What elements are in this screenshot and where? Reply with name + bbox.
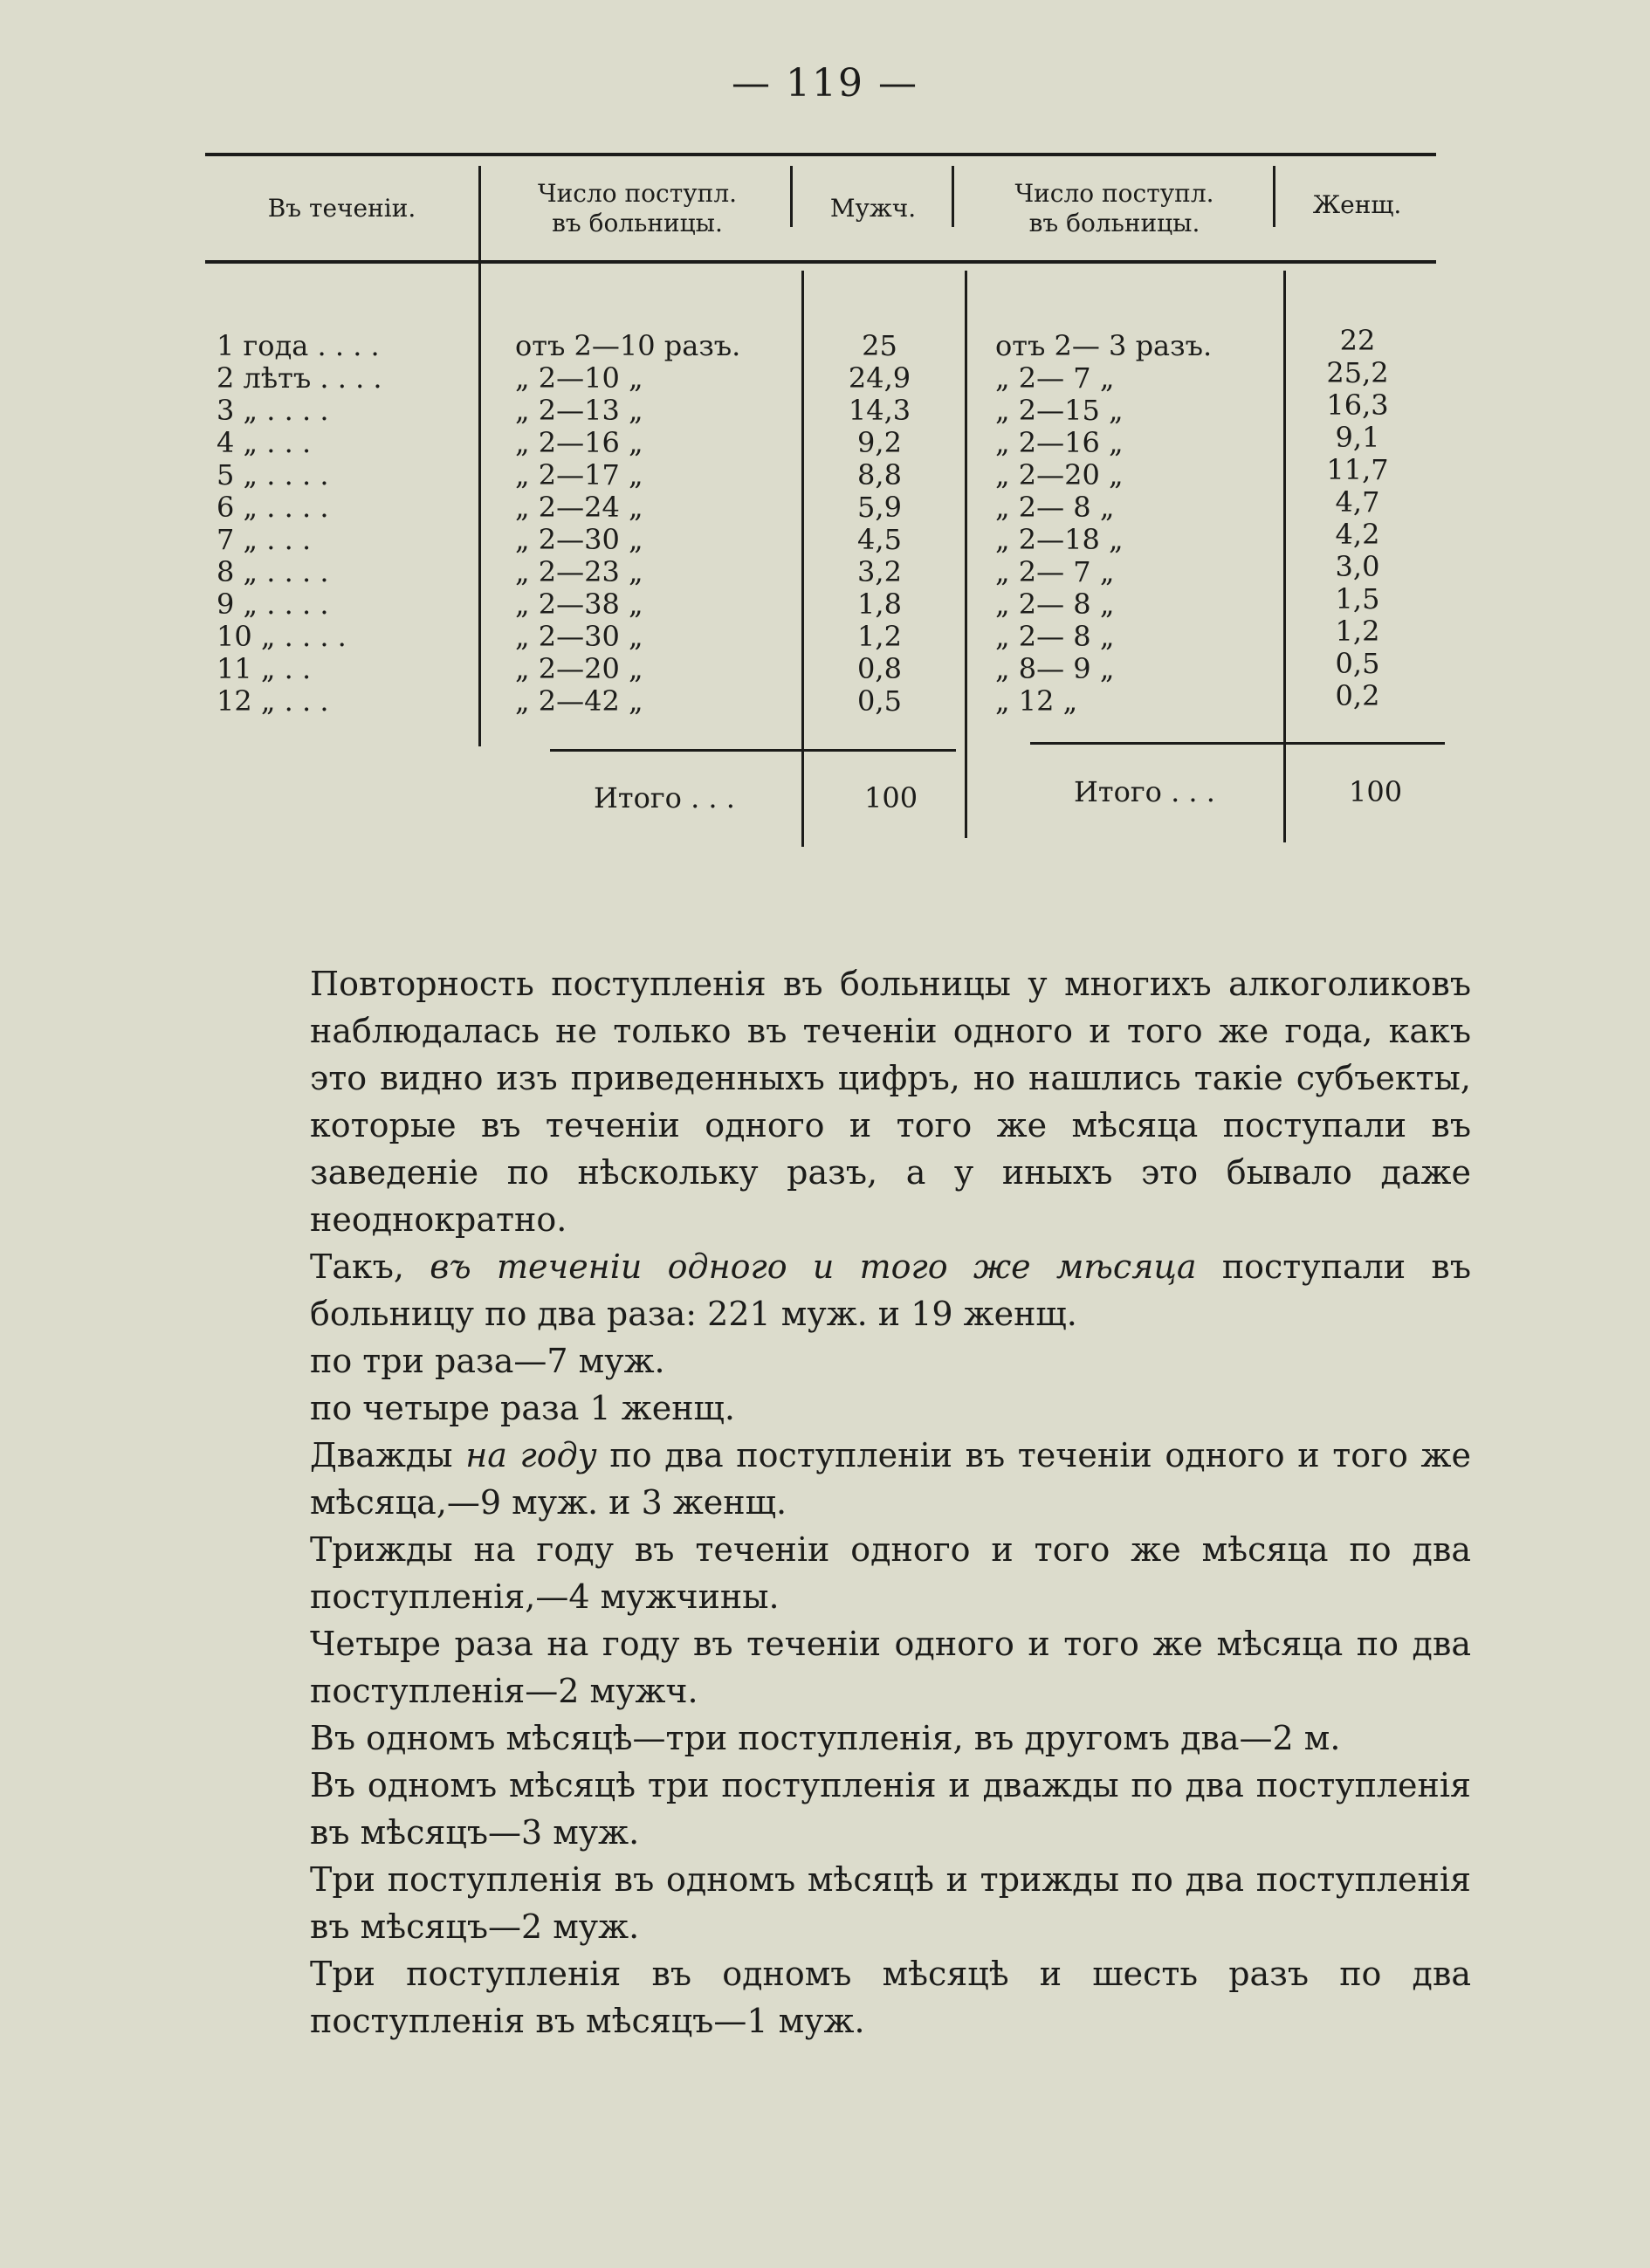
- table-row-women-range: „ 2—18 „: [995, 523, 1124, 556]
- table-row-period: 11 „ . .: [217, 652, 312, 685]
- paragraph-7: Четыре раза на году въ теченіи одного и того же мѣсяца по два поступленія—2 мужч.: [310, 1625, 1471, 1710]
- table-row-men-range: „ 2—30 „: [515, 620, 643, 653]
- table-row-period: 2 лѣтъ . . . .: [217, 361, 382, 395]
- table-row-men-range: „ 2—13 „: [515, 394, 643, 427]
- table-row-women-range: „ 2— 8 „: [995, 620, 1115, 653]
- column-divider-2b: [801, 271, 804, 847]
- table-row-women-range: „ 2—15 „: [995, 394, 1124, 427]
- header-women: Женщ.: [1312, 190, 1402, 219]
- table-row-women: 25,2: [1326, 356, 1389, 389]
- table-row-men: 1,8: [857, 588, 902, 621]
- paragraph-1: Повторность поступленія въ больницы у многихъ алкоголиковъ наблюдалась не только въ теченіи одного и того же года, какъ это видно изъ приведенныхъ цифръ, но нашлись такіе субъекты, которые въ теченіи одного и того же мѣсяца поступали въ заведеніе по нѣскольку разъ, а у иныхъ это бывало даже неоднократно.: [310, 965, 1471, 1239]
- table-row-women: 4,7: [1335, 485, 1380, 519]
- table-row-men: 4,5: [857, 523, 902, 556]
- table-row-women: 3,0: [1335, 550, 1380, 583]
- table-row-period: 6 „ . . . .: [217, 491, 329, 524]
- column-divider-3: [952, 166, 954, 227]
- column-divider-3b: [965, 271, 967, 838]
- paragraph-3: по три раза—7 муж.: [310, 1342, 665, 1380]
- table-row-women-range: „ 12 „: [995, 684, 1078, 718]
- table-row-men-range: „ 2—17 „: [515, 458, 643, 491]
- column-women-range: [995, 330, 1283, 718]
- table-row-period: 4 „ . . .: [217, 426, 312, 459]
- paragraph-2: [231, 1243, 1471, 1337]
- paragraph-2-start: Такъ,: [310, 1247, 430, 1286]
- column-divider-1: [478, 166, 481, 746]
- column-divider-4b: [1283, 271, 1286, 842]
- table-row-women: 0,2: [1335, 679, 1380, 712]
- table-row-period: 7 „ . . .: [217, 523, 312, 556]
- table-row-period: 1 года . . . .: [217, 329, 380, 362]
- paragraph-4: по четыре раза 1 женщ.: [310, 1389, 735, 1427]
- table-row-men-range: „ 2—38 „: [515, 588, 643, 621]
- column-period: [217, 330, 478, 718]
- table-row-period: 10 „ . . . .: [217, 620, 347, 653]
- table-row-women: 1,2: [1335, 615, 1380, 648]
- table-row-period: 5 „ . . . .: [217, 458, 329, 491]
- paragraph-5-emphasis: на году: [465, 1436, 597, 1474]
- header-men: Мужч.: [829, 194, 917, 223]
- paragraph-10: Три поступленія въ одномъ мѣсяцѣ и трижды по два поступленія въ мѣсяцъ—2 муж.: [310, 1860, 1471, 1946]
- body-text: [231, 960, 1471, 2045]
- table-row-period: 9 „ . . . .: [217, 588, 329, 621]
- table-row-men-range: отъ 2—10 разъ.: [515, 329, 741, 362]
- table-row-men: 25: [862, 329, 897, 362]
- total-label-men: Итого . . .: [594, 781, 735, 814]
- total-men: 100: [864, 781, 918, 814]
- table-row-period: 12 „ . . .: [217, 684, 329, 718]
- total-label-women: Итого . . .: [1074, 775, 1215, 808]
- table-row-women: 1,5: [1335, 582, 1380, 615]
- header-admissions-women-line1: Число поступл.: [1014, 179, 1214, 208]
- table-row-period: 8 „ . . . .: [217, 555, 329, 588]
- column-divider-2: [790, 166, 793, 227]
- table-row-women: 4,2: [1335, 518, 1380, 551]
- table-row-women: 16,3: [1326, 388, 1389, 422]
- table-header-rule: [205, 260, 1436, 264]
- total-women: 100: [1349, 775, 1403, 808]
- table-row-women: 0,5: [1335, 647, 1380, 680]
- table-row-women: 9,1: [1335, 421, 1380, 454]
- header-admissions-men: [485, 179, 790, 238]
- table-row-women-range: „ 2—16 „: [995, 426, 1124, 459]
- table-row-men-range: „ 2—23 „: [515, 555, 643, 588]
- paragraph-5: [231, 1432, 1471, 1526]
- table-row-women-range: „ 2— 8 „: [995, 491, 1115, 524]
- column-men: [808, 330, 952, 718]
- table-row-men: 9,2: [857, 426, 902, 459]
- table-row-men-range: „ 2—30 „: [515, 523, 643, 556]
- table-row-men-range: „ 2—24 „: [515, 491, 643, 524]
- table-row-men: 1,2: [857, 620, 902, 653]
- table-top-rule: [205, 153, 1436, 156]
- page-number: — 119 —: [732, 61, 918, 106]
- paragraph-5-end: по два поступленіи въ теченіи одного и того же мѣсяца,—9 муж. и 3 женщ.: [310, 1436, 1471, 1522]
- table-row-women-range: отъ 2— 3 разъ.: [995, 329, 1213, 362]
- header-admissions-women-line2: въ больницы.: [1028, 209, 1200, 237]
- column-men-range: [515, 330, 794, 718]
- table-row-men-range: „ 2—42 „: [515, 684, 643, 718]
- column-divider-4: [1273, 166, 1275, 227]
- table-row-period: 3 „ . . . .: [217, 394, 329, 427]
- men-total-rule: [550, 749, 956, 752]
- paragraph-6: Трижды на году въ теченіи одного и того же мѣсяца по два поступленія,—4 мужчины.: [310, 1530, 1471, 1616]
- table-row-men: 3,2: [857, 555, 902, 588]
- paragraph-2-emphasis: въ теченіи одного и того же мѣсяца: [430, 1247, 1197, 1286]
- table-row-men: 8,8: [857, 458, 902, 491]
- paragraph-11: Три поступленія въ одномъ мѣсяцѣ и шесть разъ по два поступленія въ мѣсяцъ—1 муж.: [310, 1955, 1471, 2040]
- table-row-women-range: „ 2— 7 „: [995, 361, 1115, 395]
- women-total-rule: [1030, 742, 1445, 745]
- header-period: Въ теченіи.: [267, 194, 416, 223]
- header-admissions-men-line1: Число поступл.: [537, 179, 738, 208]
- table-row-men: 24,9: [848, 361, 911, 395]
- column-women: [1292, 325, 1423, 712]
- table-row-women-range: „ 8— 9 „: [995, 652, 1115, 685]
- paragraph-9: Въ одномъ мѣсяцѣ три поступленія и дважды по два поступленія въ мѣсяцъ—3 муж.: [310, 1766, 1471, 1852]
- table-row-men-range: „ 2—20 „: [515, 652, 643, 685]
- paragraph-2-end: поступали въ больницу по два раза: 221 муж. и 19 женщ.: [310, 1247, 1471, 1333]
- table-row-women: 11,7: [1326, 453, 1389, 486]
- table-row-women-range: „ 2— 8 „: [995, 588, 1115, 621]
- table-row-men: 0,8: [857, 652, 902, 685]
- paragraph-8: Въ одномъ мѣсяцѣ—три поступленія, въ другомъ два—2 м.: [310, 1719, 1341, 1757]
- table-row-women-range: „ 2— 7 „: [995, 555, 1115, 588]
- paragraph-5-start: Дважды: [310, 1436, 466, 1474]
- header-admissions-men-line2: въ больницы.: [552, 209, 723, 237]
- table-row-women-range: „ 2—20 „: [995, 458, 1124, 491]
- table-row-men-range: „ 2—16 „: [515, 426, 643, 459]
- table-row-men: 5,9: [857, 491, 902, 524]
- table-row-men: 0,5: [857, 684, 902, 718]
- table-row-men-range: „ 2—10 „: [515, 361, 643, 395]
- table-row-women: 22: [1339, 324, 1376, 357]
- header-admissions-women: [956, 179, 1273, 238]
- table-row-men: 14,3: [848, 394, 911, 427]
